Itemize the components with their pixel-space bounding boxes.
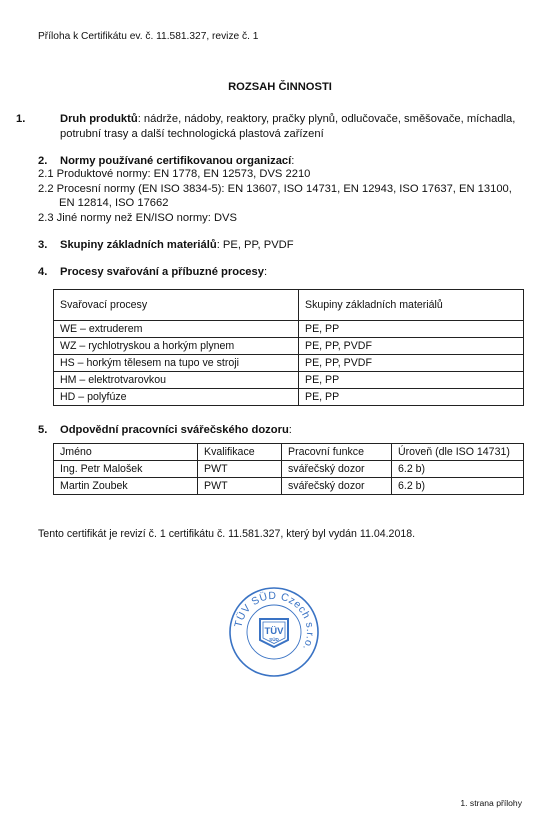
section-number: 4. xyxy=(38,266,48,278)
revision-note: Tento certifikát je revizí č. 1 certifikátu č. 11.581.327, který byl vydán 11.04.2018. xyxy=(38,528,416,540)
table-header-cell: Svařovací procesy xyxy=(54,290,299,321)
section-label: Odpovědní pracovníci svářečského dozoru xyxy=(60,424,289,436)
table-cell: Ing. Petr Malošek xyxy=(54,461,198,478)
table-cell: PE, PP xyxy=(299,389,524,406)
table-cell: svářečský dozor xyxy=(282,478,392,495)
table-cell: PWT xyxy=(198,461,282,478)
table-header-cell: Pracovní funkce xyxy=(282,444,392,461)
table-cell: WZ – rychlotryskou a horkým plynem xyxy=(54,338,299,355)
table-cell: svářečský dozor xyxy=(282,461,392,478)
section-label: Skupiny základních materiálů xyxy=(60,239,217,251)
table-cell: WE – extruderem xyxy=(54,321,299,338)
stamp-seal xyxy=(228,586,320,678)
table-header-cell: Úroveň (dle ISO 14731) xyxy=(392,444,524,461)
section-text: : nádrže, nádoby, reaktory, pračky plynů, odlučovače, směšovače, míchadla, potrubní trasy a další technologická plastová zařízení xyxy=(60,113,516,140)
section-colon: : xyxy=(288,424,292,436)
section-label: Druh produktů xyxy=(60,113,138,125)
table-row xyxy=(54,461,524,478)
table-header-cell: Jméno xyxy=(54,444,198,461)
section-label: Normy používané certifikovanou organizací xyxy=(60,155,292,167)
table-row xyxy=(54,321,524,338)
table-cell: Martin Zoubek xyxy=(54,478,198,495)
section-text: : PE, PP, PVDF xyxy=(216,239,294,251)
page-number: 1. strana přílohy xyxy=(460,798,522,808)
table-row xyxy=(54,372,524,389)
section-number: 3. xyxy=(38,239,48,251)
table-cell: PWT xyxy=(198,478,282,495)
table-header-row xyxy=(54,290,524,321)
document-header: Příloha k Certifikátu ev. č. 11.581.327, revize č. 1 xyxy=(38,31,259,42)
section-product-types xyxy=(16,112,550,142)
table-cell: 6.2 b) xyxy=(392,461,524,478)
table-row xyxy=(54,389,524,406)
table-cell: PE, PP, PVDF xyxy=(299,338,524,355)
table-header-row xyxy=(54,444,524,461)
section-supervisors-heading xyxy=(38,423,528,438)
section-number: 2. xyxy=(38,155,48,167)
table-row xyxy=(54,355,524,372)
standards-item: 2.2 Procesní normy (EN ISO 3834-5): EN 13607, ISO 14731, EN 12943, ISO 17637, EN 13100, EN 12814, ISO 17662 xyxy=(38,182,512,209)
logo-top-text: TÜV xyxy=(264,626,284,637)
standards-list xyxy=(38,167,528,225)
section-label: Procesy svařování a příbuzné procesy xyxy=(60,266,264,278)
table-header-cell: Kvalifikace xyxy=(198,444,282,461)
table-cell: PE, PP xyxy=(299,321,524,338)
welding-supervisors-table xyxy=(53,443,524,495)
table-cell: HM – elektrotvarovkou xyxy=(54,372,299,389)
tuv-sud-logo xyxy=(260,619,288,647)
tuv-sud-stamp xyxy=(228,586,320,678)
table-cell: PE, PP xyxy=(299,372,524,389)
table-row xyxy=(54,338,524,355)
table-cell: 6.2 b) xyxy=(392,478,524,495)
standards-item: 2.1 Produktové normy: EN 1778, EN 12573, DVS 2210 xyxy=(38,168,311,180)
section-colon: : xyxy=(291,155,295,167)
page-title: ROZSAH ČINNOSTI xyxy=(228,81,332,93)
table-header-cell: Skupiny základních materiálů xyxy=(299,290,524,321)
welding-processes-table xyxy=(53,289,524,406)
stamp-ring-text: TÜV SÜD Czech s.r.o. xyxy=(232,589,317,653)
section-colon: : xyxy=(263,266,268,278)
section-number: 1. xyxy=(16,113,26,125)
section-base-materials xyxy=(38,238,528,253)
logo-bottom-text: SÜD xyxy=(269,637,279,642)
table-row xyxy=(54,478,524,495)
section-welding-processes-heading xyxy=(38,265,528,280)
table-cell: HS – horkým tělesem na tupo ve stroji xyxy=(54,355,299,372)
table-cell: PE, PP, PVDF xyxy=(299,355,524,372)
section-number: 5. xyxy=(38,424,48,436)
standards-item: 2.3 Jiné normy než EN/ISO normy: DVS xyxy=(38,211,237,224)
table-cell: HD – polyfúze xyxy=(54,389,299,406)
